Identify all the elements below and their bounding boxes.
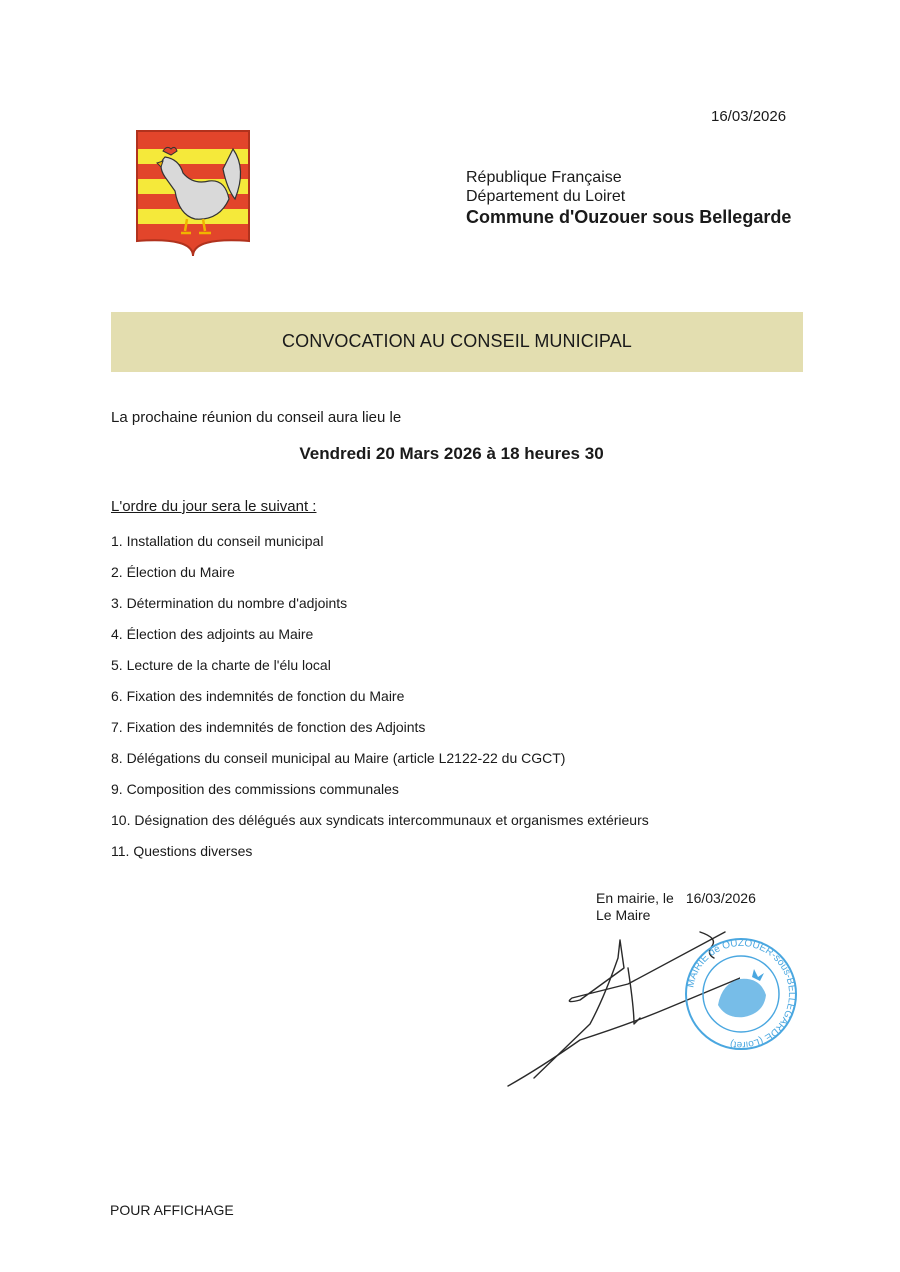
signoff-place: En mairie, le (596, 890, 674, 906)
intro-text: La prochaine réunion du conseil aura lieu le (111, 409, 402, 426)
commune-label: Commune d'Ouzouer sous Bellegarde (466, 207, 792, 227)
document-date: 16/03/2026 (711, 108, 787, 125)
agenda-item: 11. Questions diverses (111, 843, 253, 859)
coat-of-arms-icon (135, 129, 251, 257)
title-banner (111, 312, 803, 372)
republic-label: République Française (466, 169, 622, 186)
official-stamp-icon (682, 935, 800, 1055)
agenda-item: 6. Fixation des indemnités de fonction du Maire (111, 688, 405, 704)
banner-title: CONVOCATION AU CONSEIL MUNICIPAL (282, 331, 632, 351)
meeting-date: Vendredi 20 Mars 2026 à 18 heures 30 (299, 444, 604, 463)
svg-text:MAIRIE de OUZOUER-sous-BELLEGA: MAIRIE de OUZOUER-sous-BELLEGARDE (Loiret) (685, 937, 798, 1051)
agenda-item: 2. Élection du Maire (111, 564, 235, 580)
agenda-title: L'ordre du jour sera le suivant : (111, 498, 317, 515)
signoff-date: 16/03/2026 (685, 890, 756, 906)
department-label: Département du Loiret (466, 188, 626, 205)
header-block (466, 168, 791, 228)
signoff-role: Le Maire (596, 907, 651, 923)
agenda-list (111, 532, 649, 873)
signoff-block (596, 890, 756, 924)
agenda-item: 7. Fixation des indemnités de fonction des Adjoints (111, 719, 426, 735)
agenda-item: 1. Installation du conseil municipal (111, 533, 324, 549)
agenda-item: 8. Délégations du conseil municipal au Maire (article L2122-22 du CGCT) (111, 750, 566, 766)
agenda-item: 3. Détermination du nombre d'adjoints (111, 595, 348, 611)
posting-notice: POUR AFFICHAGE (110, 1202, 234, 1218)
agenda-item: 9. Composition des commissions communales (111, 781, 399, 797)
agenda-item: 5. Lecture de la charte de l'élu local (111, 657, 331, 673)
agenda-item: 4. Élection des adjoints au Maire (111, 626, 314, 642)
agenda-item: 10. Désignation des délégués aux syndicats intercommunaux et organismes extérieurs (111, 812, 649, 828)
